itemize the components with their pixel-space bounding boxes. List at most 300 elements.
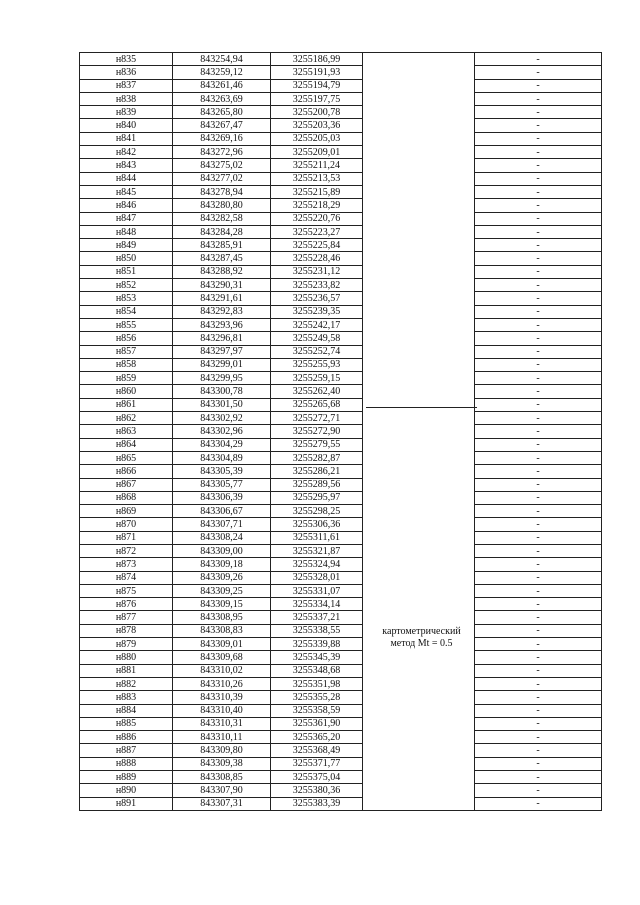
table-row [80, 704, 602, 717]
point-id-cell: н847 [80, 212, 173, 225]
table-row [80, 53, 602, 66]
note-cell: - [475, 518, 602, 531]
y-coordinate-cell: 3255282,87 [271, 451, 363, 464]
x-coordinate-cell: 843307,71 [173, 518, 271, 531]
method-cell [363, 744, 475, 757]
method-cell [363, 292, 475, 305]
method-cell [363, 132, 475, 145]
y-coordinate-cell: 3255345,39 [271, 651, 363, 664]
table-row [80, 66, 602, 79]
note-cell: - [475, 385, 602, 398]
note-cell: - [475, 79, 602, 92]
x-coordinate-cell: 843300,78 [173, 385, 271, 398]
point-id-cell: н871 [80, 531, 173, 544]
note-cell: - [475, 318, 602, 331]
note-cell: - [475, 252, 602, 265]
point-id-cell: н860 [80, 385, 173, 398]
method-line-2: метод Mt = 0.5 [390, 638, 453, 649]
point-id-cell: н841 [80, 132, 173, 145]
y-coordinate-cell: 3255225,84 [271, 239, 363, 252]
table-row [80, 531, 602, 544]
y-coordinate-cell: 3255255,93 [271, 358, 363, 371]
point-id-cell: н890 [80, 784, 173, 797]
method-cell [363, 677, 475, 690]
point-id-cell: н880 [80, 651, 173, 664]
method-cell [363, 66, 475, 79]
x-coordinate-cell: 843309,38 [173, 757, 271, 770]
method-cell [363, 584, 475, 597]
point-id-cell: н856 [80, 332, 173, 345]
table-row [80, 638, 602, 651]
point-id-cell: н848 [80, 225, 173, 238]
note-cell: - [475, 544, 602, 557]
method-cell [363, 372, 475, 385]
x-coordinate-cell: 843305,39 [173, 465, 271, 478]
y-coordinate-cell: 3255203,36 [271, 119, 363, 132]
point-id-cell: н852 [80, 279, 173, 292]
point-id-cell: н851 [80, 265, 173, 278]
point-id-cell: н836 [80, 66, 173, 79]
y-coordinate-cell: 3255242,17 [271, 318, 363, 331]
method-cell [363, 651, 475, 664]
y-coordinate-cell: 3255197,75 [271, 92, 363, 105]
method-cell [363, 598, 475, 611]
note-cell: - [475, 106, 602, 119]
point-id-cell: н891 [80, 797, 173, 810]
table-row [80, 239, 602, 252]
y-coordinate-cell: 3255355,28 [271, 691, 363, 704]
note-cell: - [475, 664, 602, 677]
table-row [80, 132, 602, 145]
y-coordinate-cell: 3255321,87 [271, 544, 363, 557]
method-cell [363, 119, 475, 132]
y-coordinate-cell: 3255358,59 [271, 704, 363, 717]
note-cell: - [475, 225, 602, 238]
x-coordinate-cell: 843310,39 [173, 691, 271, 704]
point-id-cell: н844 [80, 172, 173, 185]
x-coordinate-cell: 843254,94 [173, 53, 271, 66]
y-coordinate-cell: 3255380,36 [271, 784, 363, 797]
y-coordinate-cell: 3255272,90 [271, 425, 363, 438]
method-cell [363, 265, 475, 278]
point-id-cell: н889 [80, 771, 173, 784]
point-id-cell: н864 [80, 438, 173, 451]
method-cell [363, 531, 475, 544]
x-coordinate-cell: 843306,67 [173, 505, 271, 518]
method-cell [363, 318, 475, 331]
note-cell: - [475, 731, 602, 744]
point-id-cell: н862 [80, 412, 173, 425]
x-coordinate-cell: 843267,47 [173, 119, 271, 132]
method-cell [363, 505, 475, 518]
x-coordinate-cell: 843297,97 [173, 345, 271, 358]
note-cell: - [475, 584, 602, 597]
y-coordinate-cell: 3255368,49 [271, 744, 363, 757]
x-coordinate-cell: 843288,92 [173, 265, 271, 278]
coordinates-table [79, 52, 602, 811]
table-row [80, 159, 602, 172]
y-coordinate-cell: 3255375,04 [271, 771, 363, 784]
x-coordinate-cell: 843293,96 [173, 318, 271, 331]
y-coordinate-cell: 3255249,58 [271, 332, 363, 345]
y-coordinate-cell: 3255371,77 [271, 757, 363, 770]
x-coordinate-cell: 843308,95 [173, 611, 271, 624]
table-row [80, 279, 602, 292]
x-coordinate-cell: 843310,02 [173, 664, 271, 677]
point-id-cell: н886 [80, 731, 173, 744]
note-cell: - [475, 398, 602, 411]
table-row [80, 358, 602, 371]
method-cell [363, 771, 475, 784]
note-cell: - [475, 465, 602, 478]
note-cell: - [475, 624, 602, 637]
method-cell [363, 225, 475, 238]
method-cell [363, 385, 475, 398]
point-id-cell: н858 [80, 358, 173, 371]
x-coordinate-cell: 843292,83 [173, 305, 271, 318]
table-row [80, 252, 602, 265]
method-cell [363, 92, 475, 105]
y-coordinate-cell: 3255365,20 [271, 731, 363, 744]
note-cell: - [475, 292, 602, 305]
point-id-cell: н873 [80, 558, 173, 571]
note-cell: - [475, 704, 602, 717]
point-id-cell: н878 [80, 624, 173, 637]
x-coordinate-cell: 843307,90 [173, 784, 271, 797]
note-cell: - [475, 66, 602, 79]
table-row [80, 651, 602, 664]
point-id-cell: н875 [80, 584, 173, 597]
method-cell [363, 451, 475, 464]
x-coordinate-cell: 843308,24 [173, 531, 271, 544]
point-id-cell: н835 [80, 53, 173, 66]
point-id-cell: н863 [80, 425, 173, 438]
y-coordinate-cell: 3255211,24 [271, 159, 363, 172]
note-cell: - [475, 92, 602, 105]
y-coordinate-cell: 3255239,35 [271, 305, 363, 318]
note-cell: - [475, 345, 602, 358]
x-coordinate-cell: 843263,69 [173, 92, 271, 105]
point-id-cell: н846 [80, 199, 173, 212]
x-coordinate-cell: 843287,45 [173, 252, 271, 265]
y-coordinate-cell: 3255298,25 [271, 505, 363, 518]
note-cell: - [475, 491, 602, 504]
point-id-cell: н883 [80, 691, 173, 704]
y-coordinate-cell: 3255228,46 [271, 252, 363, 265]
y-coordinate-cell: 3255223,27 [271, 225, 363, 238]
method-cell [363, 212, 475, 225]
x-coordinate-cell: 843309,15 [173, 598, 271, 611]
table-row [80, 717, 602, 730]
point-id-cell: н854 [80, 305, 173, 318]
point-id-cell: н866 [80, 465, 173, 478]
x-coordinate-cell: 843275,02 [173, 159, 271, 172]
method-cell [363, 305, 475, 318]
y-coordinate-cell: 3255194,79 [271, 79, 363, 92]
note-cell: - [475, 146, 602, 159]
method-cell [363, 438, 475, 451]
method-cell [363, 345, 475, 358]
method-cell [363, 239, 475, 252]
x-coordinate-cell: 843309,68 [173, 651, 271, 664]
note-cell: - [475, 332, 602, 345]
table-row [80, 372, 602, 385]
method-cell [363, 279, 475, 292]
table-row [80, 505, 602, 518]
table-row [80, 438, 602, 451]
table-row [80, 292, 602, 305]
point-id-cell: н837 [80, 79, 173, 92]
method-cell [363, 704, 475, 717]
x-coordinate-cell: 843284,28 [173, 225, 271, 238]
point-id-cell: н869 [80, 505, 173, 518]
note-cell: - [475, 53, 602, 66]
method-cell [363, 691, 475, 704]
point-id-cell: н872 [80, 544, 173, 557]
y-coordinate-cell: 3255289,56 [271, 478, 363, 491]
method-cell [363, 159, 475, 172]
note-cell: - [475, 478, 602, 491]
y-coordinate-cell: 3255337,21 [271, 611, 363, 624]
table-row [80, 757, 602, 770]
x-coordinate-cell: 843285,91 [173, 239, 271, 252]
y-coordinate-cell: 3255286,21 [271, 465, 363, 478]
method-line-1: картометрический [382, 626, 461, 637]
table-row [80, 79, 602, 92]
y-coordinate-cell: 3255339,88 [271, 638, 363, 651]
method-cell [363, 465, 475, 478]
y-coordinate-cell: 3255262,40 [271, 385, 363, 398]
y-coordinate-cell: 3255338,55 [271, 624, 363, 637]
y-coordinate-cell: 3255209,01 [271, 146, 363, 159]
point-id-cell: н849 [80, 239, 173, 252]
x-coordinate-cell: 843302,92 [173, 412, 271, 425]
table-row [80, 744, 602, 757]
table-row [80, 332, 602, 345]
x-coordinate-cell: 843301,50 [173, 398, 271, 411]
y-coordinate-cell: 3255213,53 [271, 172, 363, 185]
note-cell: - [475, 199, 602, 212]
note-cell: - [475, 598, 602, 611]
x-coordinate-cell: 843304,89 [173, 451, 271, 464]
y-coordinate-cell: 3255348,68 [271, 664, 363, 677]
point-id-cell: н850 [80, 252, 173, 265]
y-coordinate-cell: 3255218,29 [271, 199, 363, 212]
point-id-cell: н859 [80, 372, 173, 385]
x-coordinate-cell: 843306,39 [173, 491, 271, 504]
table-row [80, 385, 602, 398]
y-coordinate-cell: 3255311,61 [271, 531, 363, 544]
table-row [80, 451, 602, 464]
note-cell: - [475, 212, 602, 225]
table-row [80, 731, 602, 744]
point-id-cell: н879 [80, 638, 173, 651]
table-row [80, 146, 602, 159]
x-coordinate-cell: 843305,77 [173, 478, 271, 491]
method-cell [363, 252, 475, 265]
x-coordinate-cell: 843269,16 [173, 132, 271, 145]
method-cell [363, 717, 475, 730]
y-coordinate-cell: 3255200,78 [271, 106, 363, 119]
table-row [80, 784, 602, 797]
y-coordinate-cell: 3255361,90 [271, 717, 363, 730]
y-coordinate-cell: 3255231,12 [271, 265, 363, 278]
note-cell: - [475, 425, 602, 438]
point-id-cell: н870 [80, 518, 173, 531]
method-group-divider [366, 407, 477, 408]
point-id-cell: н881 [80, 664, 173, 677]
note-cell: - [475, 744, 602, 757]
table-row [80, 412, 602, 425]
table-row [80, 558, 602, 571]
method-cell [363, 491, 475, 504]
note-cell: - [475, 265, 602, 278]
method-description [366, 626, 477, 650]
x-coordinate-cell: 843296,81 [173, 332, 271, 345]
x-coordinate-cell: 843299,95 [173, 372, 271, 385]
y-coordinate-cell: 3255351,98 [271, 677, 363, 690]
y-coordinate-cell: 3255279,55 [271, 438, 363, 451]
table-row [80, 92, 602, 105]
x-coordinate-cell: 843304,29 [173, 438, 271, 451]
table-row [80, 225, 602, 238]
x-coordinate-cell: 843310,26 [173, 677, 271, 690]
x-coordinate-cell: 843277,02 [173, 172, 271, 185]
table-row [80, 265, 602, 278]
point-id-cell: н868 [80, 491, 173, 504]
x-coordinate-cell: 843309,00 [173, 544, 271, 557]
note-cell: - [475, 185, 602, 198]
table-row [80, 611, 602, 624]
x-coordinate-cell: 843310,11 [173, 731, 271, 744]
point-id-cell: н867 [80, 478, 173, 491]
x-coordinate-cell: 843302,96 [173, 425, 271, 438]
table-row [80, 571, 602, 584]
y-coordinate-cell: 3255265,68 [271, 398, 363, 411]
method-cell [363, 797, 475, 810]
method-cell [363, 478, 475, 491]
note-cell: - [475, 717, 602, 730]
table-row [80, 518, 602, 531]
point-id-cell: н840 [80, 119, 173, 132]
y-coordinate-cell: 3255272,71 [271, 412, 363, 425]
table-row [80, 478, 602, 491]
method-cell [363, 172, 475, 185]
method-cell [363, 412, 475, 425]
note-cell: - [475, 305, 602, 318]
x-coordinate-cell: 843280,80 [173, 199, 271, 212]
x-coordinate-cell: 843272,96 [173, 146, 271, 159]
point-id-cell: н877 [80, 611, 173, 624]
x-coordinate-cell: 843308,85 [173, 771, 271, 784]
coordinates-table-body [80, 53, 602, 811]
method-cell [363, 425, 475, 438]
y-coordinate-cell: 3255205,03 [271, 132, 363, 145]
note-cell: - [475, 611, 602, 624]
point-id-cell: н865 [80, 451, 173, 464]
note-cell: - [475, 159, 602, 172]
x-coordinate-cell: 843310,40 [173, 704, 271, 717]
point-id-cell: н857 [80, 345, 173, 358]
point-id-cell: н855 [80, 318, 173, 331]
method-cell [363, 398, 475, 411]
x-coordinate-cell: 843265,80 [173, 106, 271, 119]
note-cell: - [475, 451, 602, 464]
point-id-cell: н853 [80, 292, 173, 305]
table-row [80, 119, 602, 132]
table-row [80, 172, 602, 185]
x-coordinate-cell: 843309,80 [173, 744, 271, 757]
x-coordinate-cell: 843309,26 [173, 571, 271, 584]
x-coordinate-cell: 843308,83 [173, 624, 271, 637]
point-id-cell: н882 [80, 677, 173, 690]
y-coordinate-cell: 3255324,94 [271, 558, 363, 571]
point-id-cell: н839 [80, 106, 173, 119]
method-cell [363, 199, 475, 212]
y-coordinate-cell: 3255215,89 [271, 185, 363, 198]
x-coordinate-cell: 843307,31 [173, 797, 271, 810]
note-cell: - [475, 279, 602, 292]
point-id-cell: н874 [80, 571, 173, 584]
note-cell: - [475, 771, 602, 784]
method-cell [363, 611, 475, 624]
y-coordinate-cell: 3255331,07 [271, 584, 363, 597]
table-row [80, 425, 602, 438]
method-cell [363, 185, 475, 198]
note-cell: - [475, 132, 602, 145]
note-cell: - [475, 757, 602, 770]
y-coordinate-cell: 3255295,97 [271, 491, 363, 504]
table-row [80, 598, 602, 611]
point-id-cell: н876 [80, 598, 173, 611]
method-cell [363, 79, 475, 92]
table-row [80, 584, 602, 597]
table-row [80, 318, 602, 331]
note-cell: - [475, 239, 602, 252]
x-coordinate-cell: 843259,12 [173, 66, 271, 79]
method-cell [363, 664, 475, 677]
table-row [80, 491, 602, 504]
note-cell: - [475, 651, 602, 664]
y-coordinate-cell: 3255220,76 [271, 212, 363, 225]
method-cell [363, 332, 475, 345]
table-row [80, 797, 602, 810]
x-coordinate-cell: 843278,94 [173, 185, 271, 198]
y-coordinate-cell: 3255259,15 [271, 372, 363, 385]
x-coordinate-cell: 843261,46 [173, 79, 271, 92]
x-coordinate-cell: 843309,25 [173, 584, 271, 597]
note-cell: - [475, 505, 602, 518]
note-cell: - [475, 797, 602, 810]
note-cell: - [475, 784, 602, 797]
x-coordinate-cell: 843282,58 [173, 212, 271, 225]
table-row [80, 305, 602, 318]
table-row [80, 465, 602, 478]
point-id-cell: н861 [80, 398, 173, 411]
note-cell: - [475, 119, 602, 132]
table-row [80, 691, 602, 704]
note-cell: - [475, 358, 602, 371]
point-id-cell: н842 [80, 146, 173, 159]
table-row [80, 199, 602, 212]
table-row [80, 345, 602, 358]
y-coordinate-cell: 3255306,36 [271, 518, 363, 531]
table-row [80, 677, 602, 690]
point-id-cell: н845 [80, 185, 173, 198]
method-cell [363, 757, 475, 770]
table-row [80, 106, 602, 119]
method-cell [363, 558, 475, 571]
